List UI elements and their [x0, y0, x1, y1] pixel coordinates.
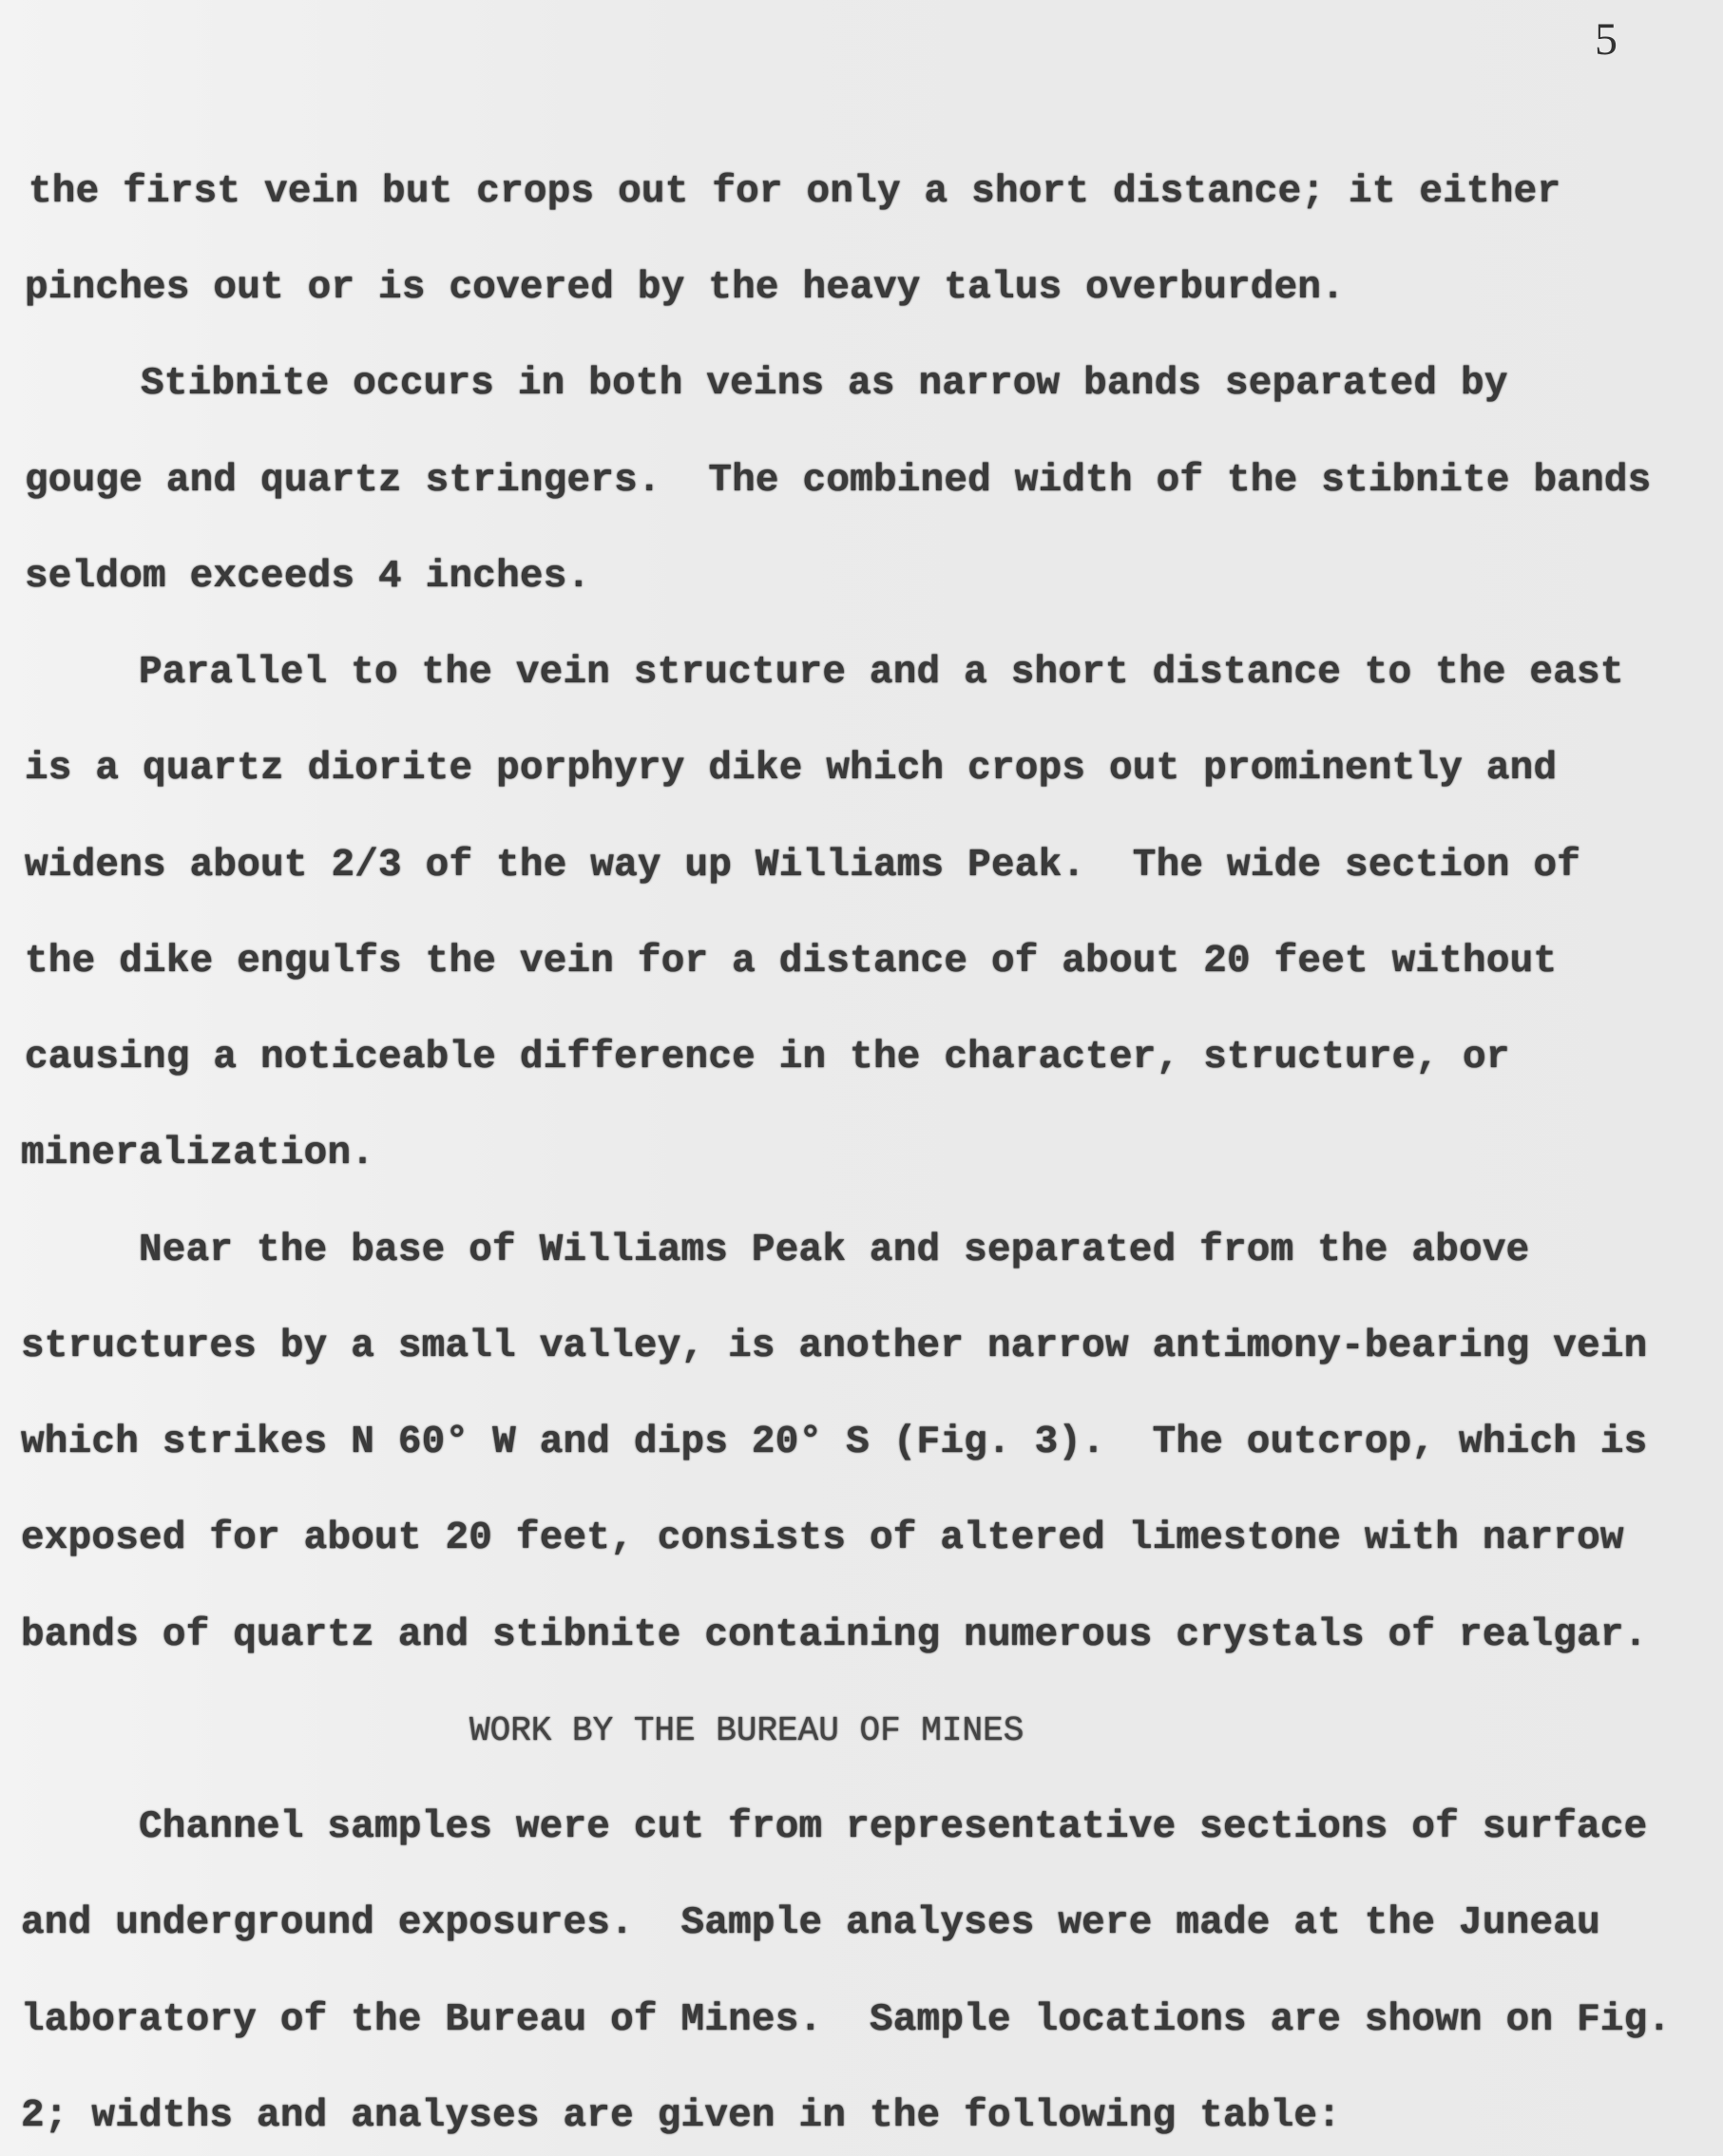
paragraph-start-line: Stibnite occurs in both veins as narrow bands separated by [141, 362, 1508, 406]
page-number: 5 [1595, 14, 1618, 65]
text-line: seldom exceeds 4 inches. [25, 555, 591, 599]
text-line: the dike engulfs the vein for a distance of about 20 feet without [25, 940, 1558, 983]
text-line: gouge and quartz stringers. The combined width of the stibnite bands [25, 459, 1652, 503]
text-line: pinches out or is covered by the heavy talus overburden. [25, 266, 1346, 310]
paragraph-start-line: Near the base of Williams Peak and separated from the above [139, 1229, 1530, 1272]
text-line: exposed for about 20 feet, consists of altered limestone with narrow [21, 1517, 1624, 1560]
paragraph-start-line: Channel samples were cut from representative sections of surface [139, 1805, 1648, 1849]
text-line: the first vein but crops out for only a short distance; it either [29, 170, 1561, 214]
text-line: and underground exposures. Sample analyses were made at the Juneau [21, 1901, 1600, 1945]
text-line: which strikes N 60° W and dips 20° S (Fig. 3). The outcrop, which is [21, 1421, 1648, 1464]
text-line: causing a noticeable difference in the character, structure, or [25, 1036, 1510, 1079]
text-line: bands of quartz and stibnite containing numerous crystals of realgar. [21, 1613, 1648, 1657]
text-line: widens about 2/3 of the way up Williams Peak. The wide section of [25, 844, 1581, 887]
text-line: is a quartz diorite porphyry dike which crops out prominently and [25, 747, 1558, 791]
text-line: 2; widths and analyses are given in the following table: [21, 2094, 1342, 2138]
text-line: laboratory of the Bureau of Mines. Sample locations are shown on Fig. [21, 1998, 1672, 2042]
paragraph-start-line: Parallel to the vein structure and a short distance to the east [139, 651, 1624, 695]
text-line: structures by a small valley, is another narrow antimony-bearing vein [21, 1325, 1648, 1368]
text-line: mineralization. [21, 1132, 375, 1175]
section-heading: WORK BY THE BUREAU OF MINES [469, 1711, 1024, 1750]
